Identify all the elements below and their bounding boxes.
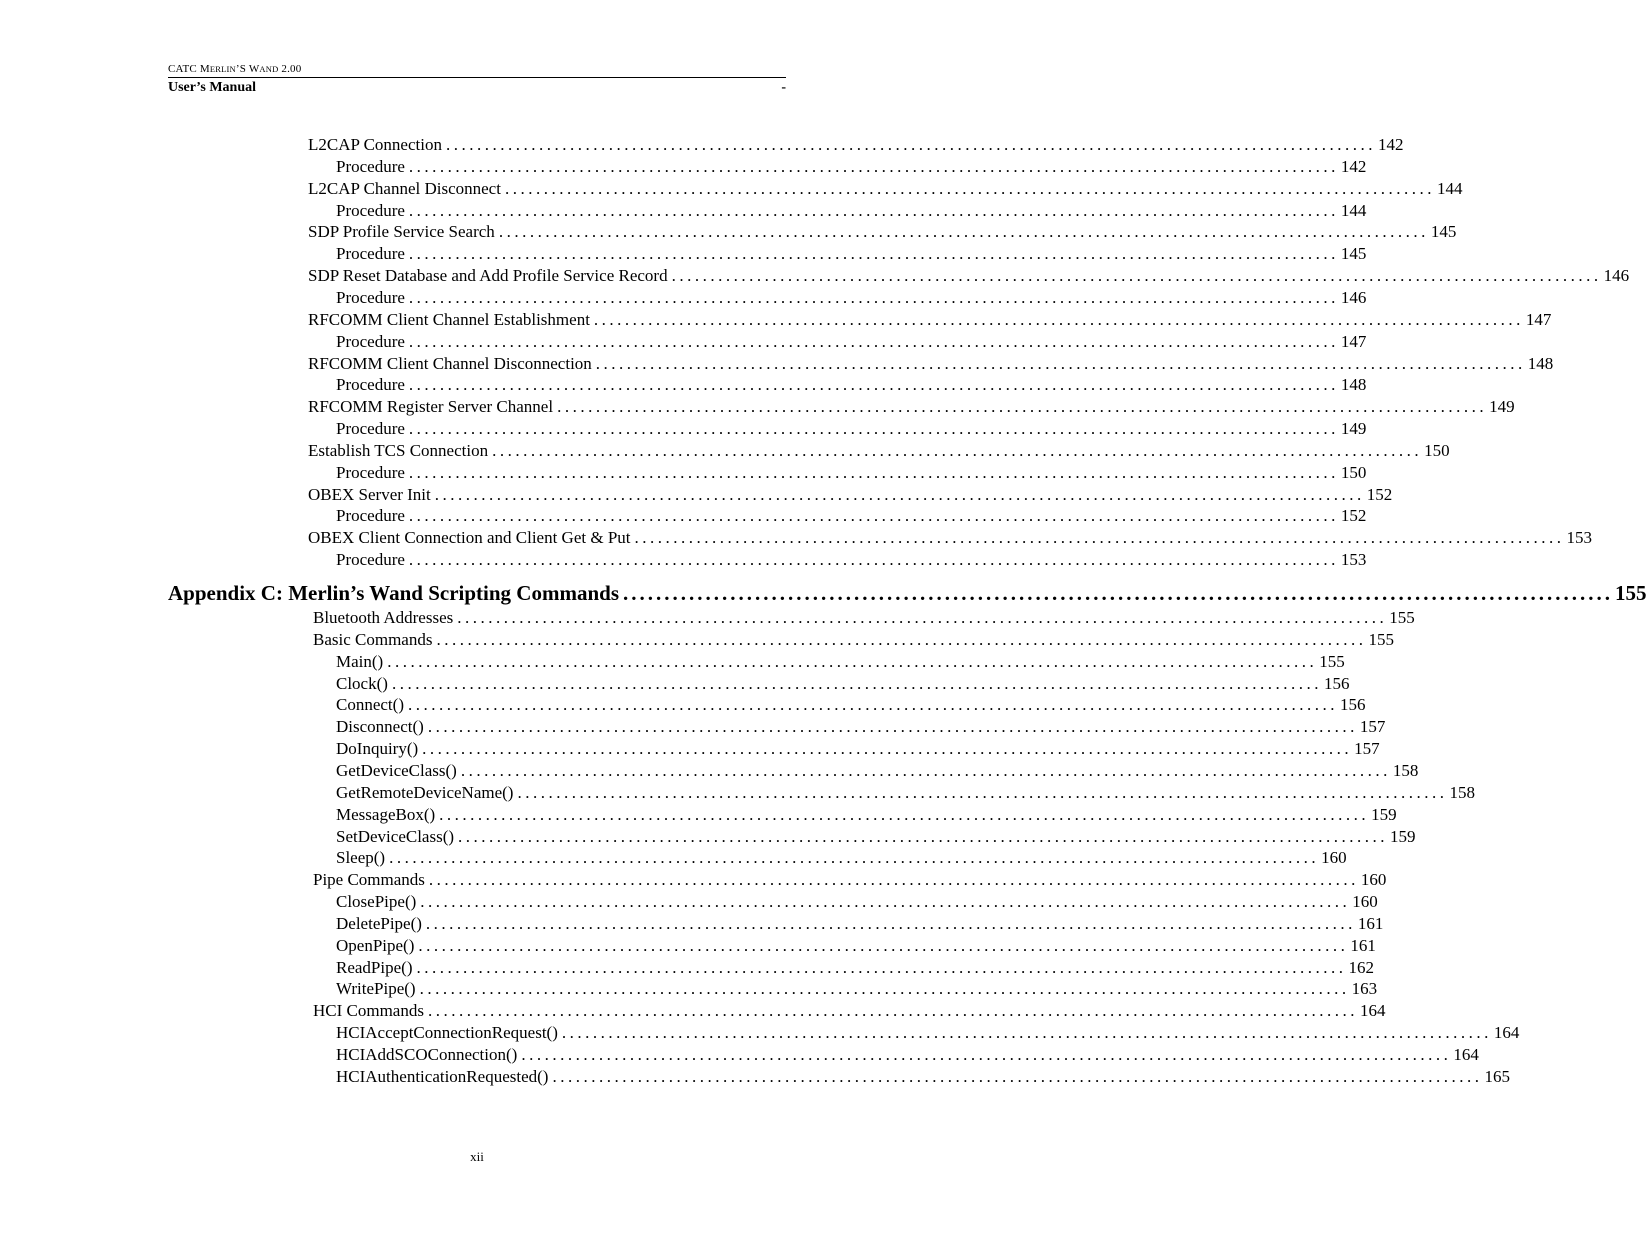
toc-entry[interactable] (336, 549, 1367, 571)
toc-dot-leader: ........................................................................................................................ (407, 695, 1338, 715)
toc-page-number: 155 (1389, 608, 1415, 627)
toc-entry-title: SetDeviceClass() (336, 826, 455, 846)
toc-entry-title: DeletePipe() (336, 913, 422, 933)
toc-dot-leader: ........................................................................................................................ (517, 782, 1448, 802)
toc-entry[interactable] (308, 353, 1554, 375)
toc-page-number: 161 (1350, 935, 1376, 955)
header-product-smallcaps-1: ERLIN (209, 64, 236, 74)
toc-entry-title: HCIAuthenticationRequested() (336, 1066, 549, 1086)
toc-entry-title: RFCOMM Client Channel Establishment (308, 309, 590, 329)
toc-page-number: 152 (1340, 506, 1367, 526)
toc-entry-title: OpenPipe() (336, 935, 415, 955)
toc-entry[interactable] (336, 673, 1350, 695)
toc-page-number: 147 (1340, 331, 1367, 351)
header-product-smallcaps-2: AND (259, 64, 279, 74)
toc-page-number: 144 (1340, 200, 1367, 220)
toc-page-number: 158 (1449, 782, 1475, 802)
toc-entry[interactable] (336, 243, 1367, 265)
toc-entry[interactable] (336, 156, 1367, 178)
toc-entry-title: Disconnect() (336, 717, 424, 737)
toc-dot-leader: ........................................................................................................................ (408, 200, 1339, 220)
toc-dot-leader: ........................................................................................................................ (418, 935, 1349, 955)
header-manual-title: User’s Manual (168, 80, 257, 95)
toc-entry-title: Procedure (336, 200, 405, 220)
toc-entry-title: Connect() (336, 695, 404, 715)
toc-entry-title: OBEX Client Connection and Client Get & Put (308, 528, 631, 548)
toc-page-number: 146 (1603, 266, 1630, 286)
toc-entry[interactable] (336, 935, 1376, 957)
toc-dot-leader: ........................................................................................................................ (552, 1066, 1483, 1086)
toc-entry-title: SDP Profile Service Search (308, 222, 495, 242)
toc-page-number: 142 (1377, 135, 1404, 154)
toc-entry[interactable] (308, 178, 1463, 200)
toc-page-number: 142 (1340, 156, 1367, 176)
toc-page-number: 165 (1484, 1066, 1510, 1086)
toc-entry-title: MessageBox() (336, 804, 436, 824)
toc-page-number: 155 (1615, 581, 1647, 605)
toc-page-number: 150 (1340, 462, 1367, 482)
toc-dot-leader: ........................................................................................................................ (439, 804, 1370, 824)
toc-entry-title: Main() (336, 651, 384, 671)
running-header-product (168, 63, 301, 76)
toc-entry-title: RFCOMM Register Server Channel (308, 397, 554, 417)
toc-entry[interactable] (308, 134, 1404, 156)
toc-dot-leader: ........................................................................................................................ (634, 528, 1565, 548)
toc-appendix-heading[interactable] (168, 579, 1647, 607)
toc-entry-title: RFCOMM Client Channel Disconnection (308, 353, 592, 373)
toc-entry-title: Establish TCS Connection (308, 440, 489, 460)
toc-dot-leader: ........................................................................................................................ (427, 1001, 1358, 1021)
toc-page-number: 159 (1390, 826, 1416, 846)
toc-entry[interactable] (336, 1044, 1479, 1066)
toc-dot-leader: ........................................................................................................................ (498, 222, 1429, 242)
toc-entry-title: DoInquiry() (336, 739, 419, 759)
toc-entry[interactable] (336, 891, 1378, 913)
toc-entry-title: Basic Commands (313, 629, 433, 649)
toc-page-number: 156 (1339, 695, 1366, 715)
toc-entry-title: ReadPipe() (336, 957, 413, 977)
toc-page-number: 146 (1340, 287, 1367, 307)
toc-page-number: 159 (1371, 804, 1397, 824)
toc-entry-title: Appendix C: Merlin’s Wand Scripting Commands (168, 581, 619, 605)
toc-entry-title: GetRemoteDeviceName() (336, 782, 514, 802)
toc-page-number: 149 (1340, 419, 1367, 439)
toc-entry-title: HCIAddSCOConnection() (336, 1045, 518, 1064)
toc-entry[interactable] (336, 505, 1367, 527)
toc-dot-leader: ........................................................................................................................ (457, 608, 1388, 627)
toc-page-number: 157 (1359, 717, 1386, 737)
toc-dot-leader: ........................................................................................................................ (408, 156, 1339, 176)
header-product-version: 2.00 (278, 63, 302, 75)
toc-entry[interactable] (336, 374, 1367, 396)
toc-entry[interactable] (308, 484, 1393, 506)
toc-entry-title: Sleep() (336, 848, 386, 868)
toc-page-number: 155 (1368, 629, 1394, 649)
toc-page-number: 145 (1430, 222, 1457, 242)
toc-entry[interactable] (313, 629, 1394, 651)
toc-entry-title: WritePipe() (336, 979, 416, 999)
toc-page-number: 157 (1354, 739, 1380, 759)
toc-entry[interactable] (308, 527, 1593, 549)
toc-dot-leader: ........................................................................................................................ (521, 1045, 1452, 1064)
toc-page-number: 147 (1525, 309, 1552, 329)
toc-dot-leader: ........................................................................................................................ (593, 309, 1524, 329)
toc-entry[interactable] (336, 847, 1347, 869)
toc-entry-title: Bluetooth Addresses (313, 608, 454, 627)
header-product-prefix: CATC M (168, 63, 210, 75)
toc-page-number: 164 (1493, 1023, 1520, 1043)
toc-entry[interactable] (336, 287, 1367, 309)
toc-dot-leader: ........................................................................................................................ (436, 629, 1367, 649)
toc-entry-title: Procedure (336, 331, 405, 351)
toc-entry[interactable] (336, 826, 1416, 848)
toc-dot-leader: ........................................................................................................................ (391, 673, 1322, 693)
toc-page-number: 164 (1453, 1045, 1479, 1064)
toc-page-number: 162 (1348, 957, 1374, 977)
header-product-mid: ’S W (235, 63, 260, 75)
toc-entry[interactable] (336, 957, 1374, 979)
toc-page-number: 160 (1321, 848, 1347, 868)
toc-entry[interactable] (336, 913, 1384, 935)
running-header-manual (168, 79, 786, 96)
toc-dot-leader: ........................................................................................................................ (460, 760, 1391, 780)
toc-dot-leader: ........................................................................................................................ (595, 353, 1526, 373)
toc-entry[interactable] (336, 716, 1386, 738)
toc-page-number: 153 (1340, 550, 1367, 570)
toc-dot-leader: ........................................................................................................................ (416, 957, 1347, 977)
toc-entry[interactable] (308, 396, 1515, 418)
toc-entry-title: Clock() (336, 673, 388, 693)
toc-dot-leader: ........................................................................................................................ (408, 419, 1339, 439)
header-rule (168, 77, 786, 78)
toc-entry-title: GetDeviceClass() (336, 760, 457, 780)
toc-entry[interactable] (308, 265, 1630, 287)
toc-entry-title: OBEX Server Init (308, 484, 431, 504)
toc-page-number: 144 (1436, 178, 1463, 198)
toc-dot-leader: ........................................................................................................................ (408, 244, 1339, 264)
toc-dot-leader: ........................................................................................................................ (623, 581, 1613, 605)
toc-page-number: 152 (1366, 484, 1393, 504)
toc-entry[interactable] (313, 869, 1387, 891)
toc-page-number: 163 (1351, 979, 1378, 999)
toc-page-number: 160 (1352, 892, 1378, 912)
toc-page-number: 149 (1489, 397, 1515, 417)
toc-dot-leader: ........................................................................................................................ (428, 870, 1359, 890)
toc-entry[interactable] (336, 738, 1380, 760)
toc-dot-leader: ........................................................................................................................ (389, 848, 1320, 868)
toc-entry[interactable] (336, 804, 1397, 826)
toc-dot-leader: ........................................................................................................................ (408, 331, 1339, 351)
toc-entry[interactable] (313, 607, 1415, 629)
toc-dot-leader: ........................................................................................................................ (419, 979, 1350, 999)
toc-entry[interactable] (336, 694, 1366, 716)
toc-entry[interactable] (313, 1000, 1386, 1022)
toc-page-number: 148 (1527, 353, 1554, 373)
toc-page-number: 164 (1359, 1001, 1386, 1021)
toc-entry-title: L2CAP Connection (308, 135, 442, 154)
toc-entry-title: L2CAP Channel Disconnect (308, 178, 501, 198)
toc-entry[interactable] (336, 760, 1419, 782)
toc-entry-title: Procedure (336, 462, 405, 482)
toc-entry[interactable] (336, 1066, 1510, 1088)
toc-entry[interactable] (336, 200, 1367, 222)
toc-entry[interactable] (308, 221, 1457, 243)
toc-entry-title: Procedure (336, 550, 405, 570)
page-number: xii (470, 1149, 484, 1164)
toc-dot-leader: ........................................................................................................................ (561, 1023, 1492, 1043)
toc-page-number: 156 (1323, 673, 1350, 693)
toc-dot-leader: ........................................................................................................................ (434, 484, 1365, 504)
toc-dot-leader: ........................................................................................................................ (408, 506, 1339, 526)
toc-entry[interactable] (336, 462, 1367, 484)
header-dash: - (781, 80, 786, 95)
toc-entry[interactable] (336, 978, 1378, 1000)
toc-dot-leader: ........................................................................................................................ (458, 826, 1389, 846)
toc-page-number: 150 (1424, 440, 1450, 460)
toc-dot-leader: ........................................................................................................................ (408, 287, 1339, 307)
toc-dot-leader: ........................................................................................................................ (557, 397, 1488, 417)
toc-dot-leader: ........................................................................................................................ (408, 375, 1339, 395)
toc-page-number: 160 (1360, 870, 1387, 890)
toc-entry[interactable] (336, 418, 1367, 440)
toc-entry-title: HCIAcceptConnectionRequest() (336, 1023, 558, 1043)
toc-dot-leader: ........................................................................................................................ (408, 462, 1339, 482)
toc-dot-leader: ........................................................................................................................ (387, 651, 1318, 671)
toc-entry-title: Procedure (336, 156, 405, 176)
toc-entry[interactable] (336, 651, 1345, 673)
toc-dot-leader: ........................................................................................................................ (445, 135, 1376, 154)
toc-dot-leader: ........................................................................................................................ (671, 266, 1602, 286)
toc-page-number: 158 (1392, 760, 1419, 780)
toc-entry-title: Pipe Commands (313, 870, 425, 890)
toc-entry[interactable] (336, 782, 1475, 804)
toc-entry[interactable] (308, 440, 1450, 462)
toc-dot-leader: ........................................................................................................................ (492, 440, 1423, 460)
toc-entry[interactable] (336, 331, 1367, 353)
toc-page-number: 148 (1340, 375, 1367, 395)
toc-entry-title: Procedure (336, 375, 405, 395)
toc-dot-leader: ........................................................................................................................ (408, 550, 1339, 570)
toc-entry-title: HCI Commands (313, 1001, 424, 1021)
toc-entry-title: Procedure (336, 506, 405, 526)
toc-page-number: 153 (1566, 528, 1593, 548)
toc-page-number: 155 (1319, 651, 1345, 671)
toc-entry[interactable] (336, 1022, 1520, 1044)
toc-dot-leader: ........................................................................................................................ (422, 739, 1353, 759)
toc-page-number: 161 (1357, 913, 1384, 933)
toc-dot-leader: ........................................................................................................................ (427, 717, 1358, 737)
toc-entry-title: Procedure (336, 419, 405, 439)
toc-entry-title: ClosePipe() (336, 892, 417, 912)
toc-entry-title: Procedure (336, 244, 405, 264)
toc-entry[interactable] (308, 309, 1552, 331)
toc-entry-title: Procedure (336, 287, 405, 307)
toc-dot-leader: ........................................................................................................................ (504, 178, 1435, 198)
toc-dot-leader: ........................................................................................................................ (425, 913, 1356, 933)
toc-entry-title: SDP Reset Database and Add Profile Service Record (308, 266, 668, 286)
toc-page-number: 145 (1340, 244, 1367, 264)
toc-dot-leader: ........................................................................................................................ (420, 892, 1351, 912)
